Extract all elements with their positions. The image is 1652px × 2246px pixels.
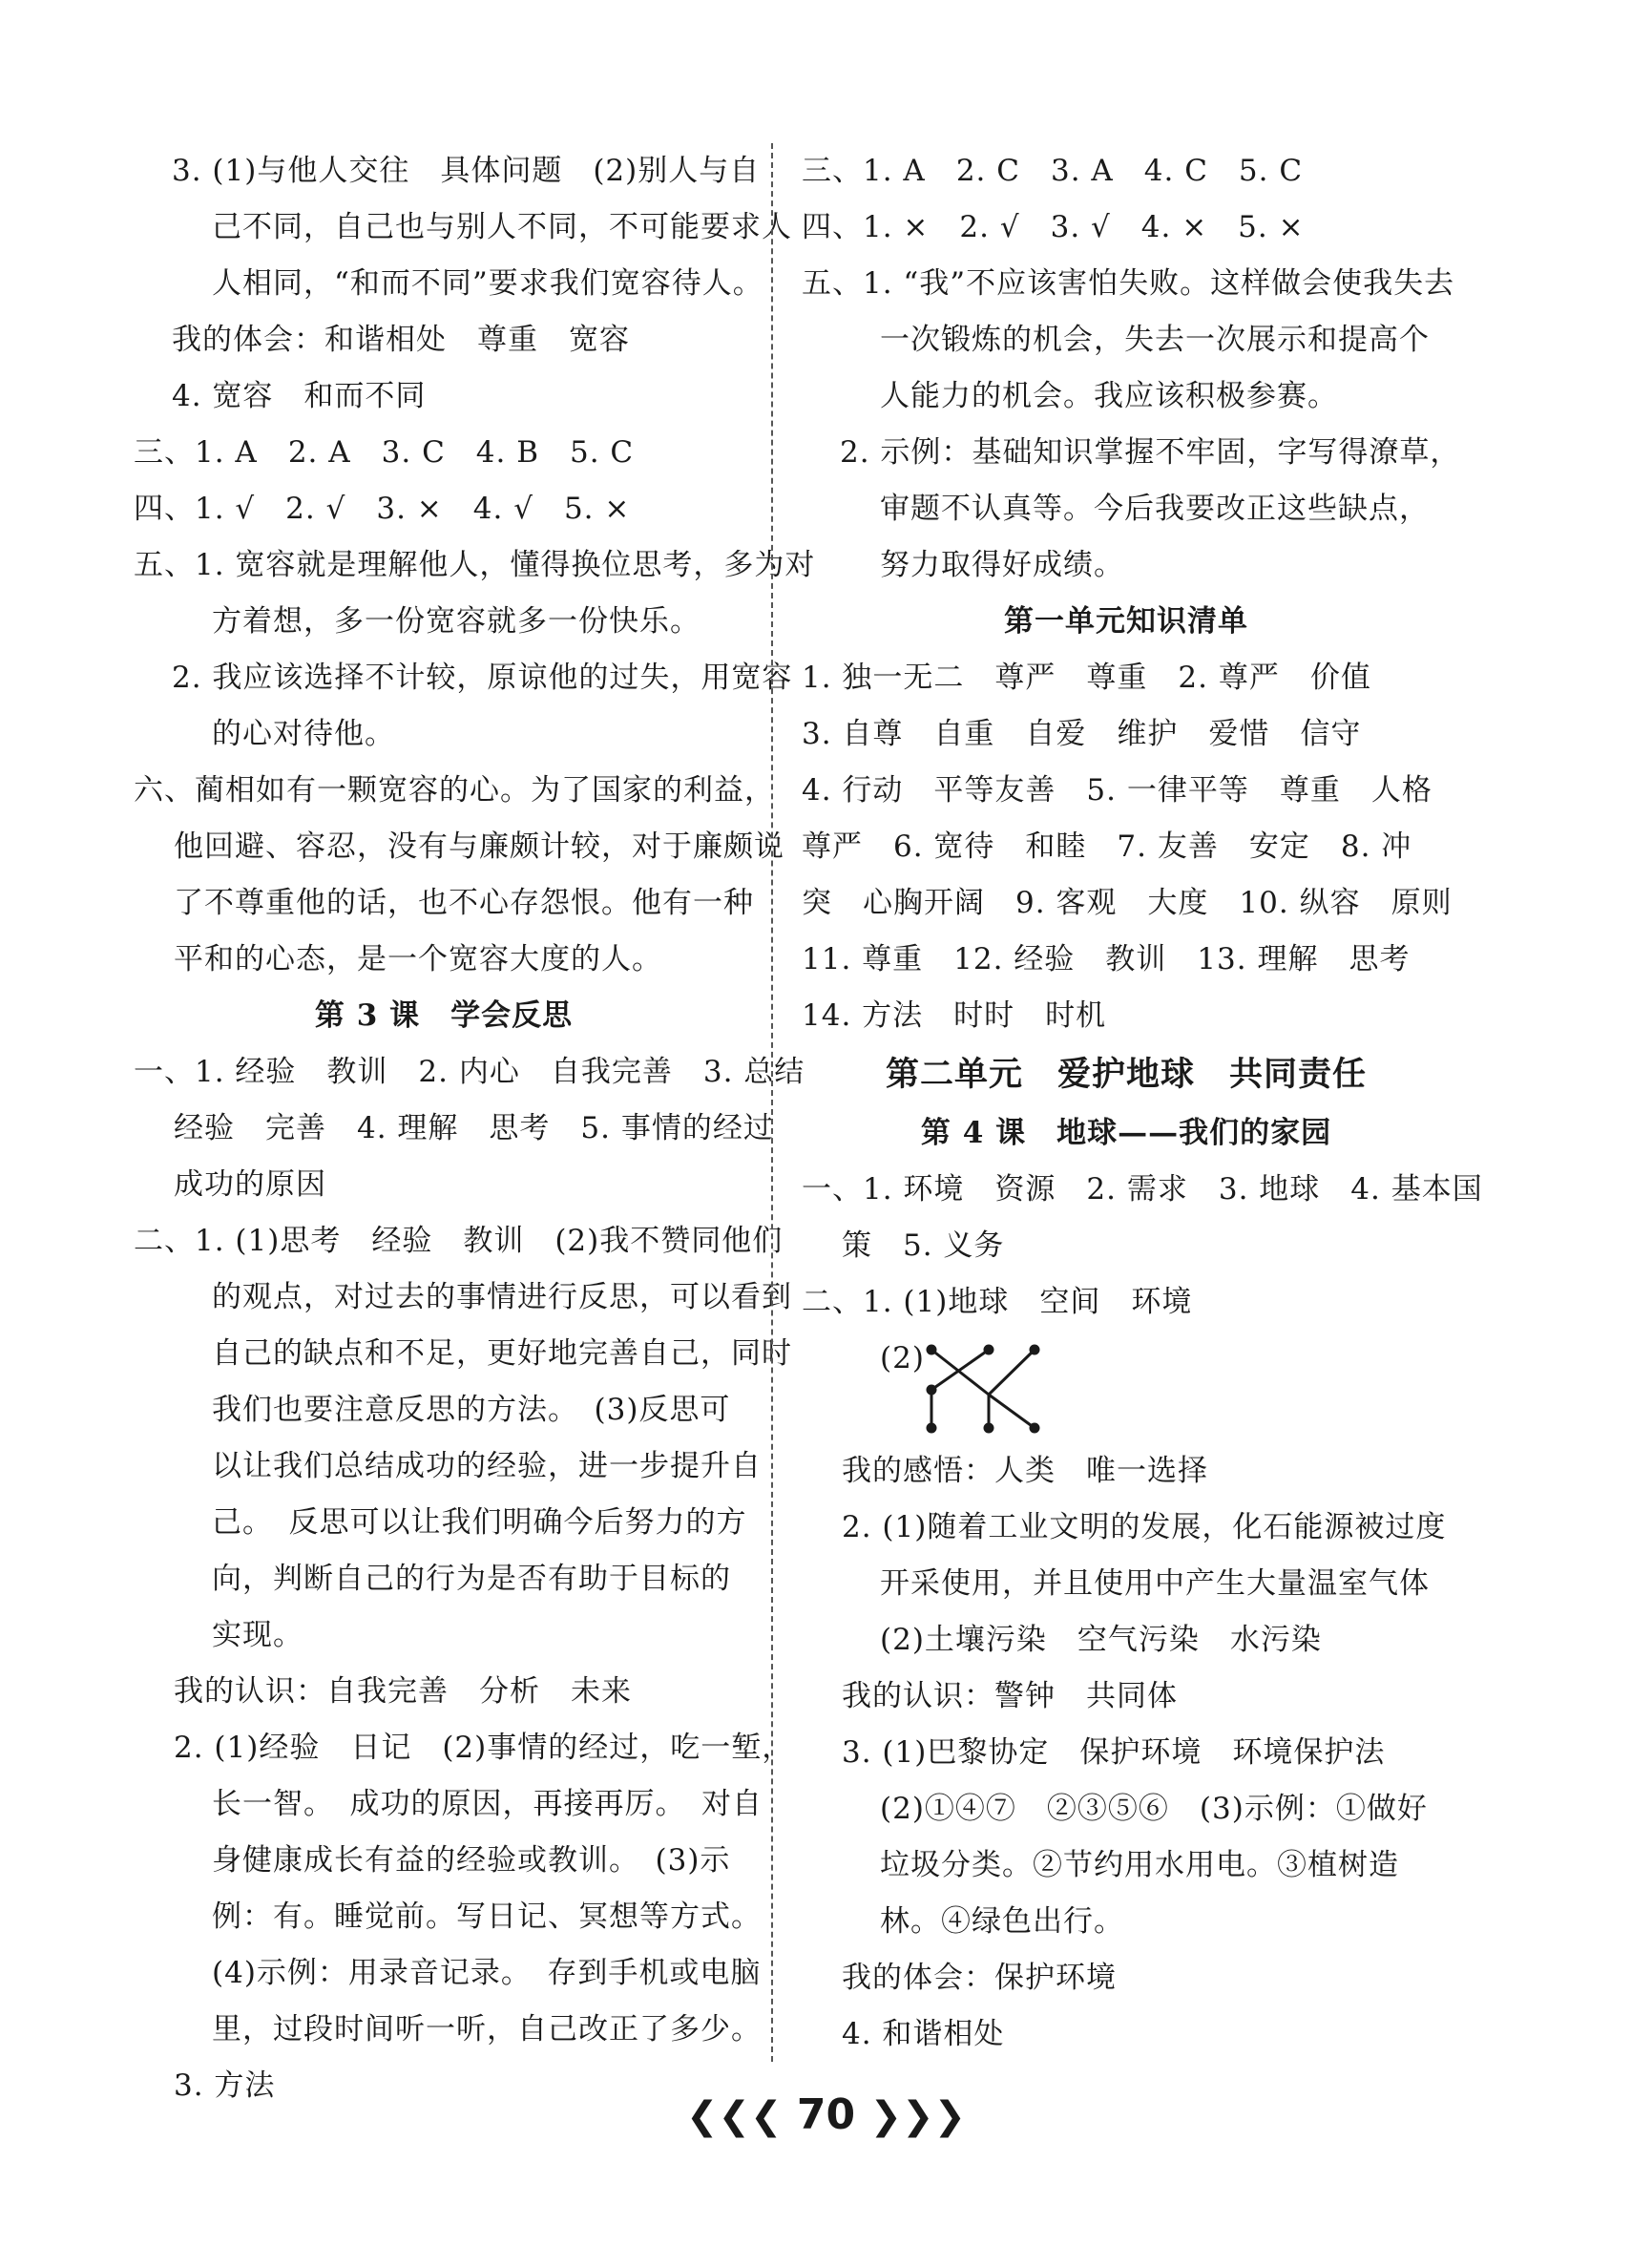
answer-line: 14. 方法 时时 时机 [802,998,1107,1033]
answer-line: 一、1. 环境 资源 2. 需求 3. 地球 4. 基本国 [802,1172,1483,1207]
answer-line: 一、1. 经验 教训 2. 内心 自我完善 3. 总结 [134,1055,805,1089]
answer-line: 3. 自尊 自重 自爱 维护 爱惜 信守 [802,717,1362,751]
answer-line: 了不尊重他的话，也不心存怨恨。他有一种 [174,886,754,920]
chevron-right-icon: ❯❯❯ [869,2094,966,2138]
answer-line: 身健康成长有益的经验或教训。 (3)示 [212,1843,731,1878]
answer-line: 例：有。睡觉前。写日记、冥想等方式。 [212,1900,762,1934]
answer-line: 突 心胸开阔 9. 客观 大度 10. 纵容 原则 [802,886,1453,920]
answer-line: 开采使用，并且使用中产生大量温室气体 [880,1566,1430,1601]
answer-line: 里，过段时间听一听，自己改正了多少。 [212,2012,762,2047]
answer-line: 成功的原因 [174,1167,326,1202]
answer-line: 己。 反思可以让我们明确今后努力的方 [212,1505,747,1540]
answer-line: 三、1. A 2. A 3. C 4. B 5. C [134,435,635,470]
answer-line: 三、1. A 2. C 3. A 4. C 5. C [802,154,1304,188]
answer-line: 11. 尊重 12. 经验 教训 13. 理解 思考 [802,942,1411,976]
answer-line: 实现。 [212,1618,303,1652]
answer-line: 人能力的机会。我应该积极参赛。 [880,379,1338,413]
page-number-value: 70 [796,2090,856,2139]
answer-line: 1. 独一无二 尊严 尊重 2. 尊严 价值 [802,661,1371,695]
answer-line: 我的感悟：人类 唯一选择 [842,1454,1208,1488]
answer-line: 长一智。 成功的原因，再接再厉。 对自 [212,1787,763,1821]
answer-line: 四、1. √ 2. √ 3. × 4. √ 5. × [134,492,631,526]
answer-line: 向，判断自己的行为是否有助于目标的 [212,1562,731,1596]
answer-line: 的观点，对过去的事情进行反思，可以看到 [212,1280,792,1314]
answer-line: 2. 示例：基础知识掌握不牢固，字写得潦草， [840,435,1461,470]
answer-line: 二、1. (1)思考 经验 教训 (2)我不赞同他们 [134,1224,784,1258]
answer-line: 4. 宽容 和而不同 [172,379,427,413]
answer-line: 我的体会：保护环境 [842,1961,1117,1995]
answer-line: 2. (1)经验 日记 (2)事情的经过，吃一堑， [174,1731,793,1765]
page-number [0,2090,1652,2139]
answer-line: 方着想，多一份宽容就多一份快乐。 [212,604,701,639]
section-title: 第一单元知识清单 [1004,604,1248,639]
answer-line: 策 5. 义务 [842,1228,1005,1263]
answer-line: 一次锻炼的机会，失去一次展示和提高个 [880,323,1430,357]
left-column [134,143,816,2114]
answer-line: 他回避、容忍，没有与廉颇计较，对于廉颇说 [174,829,784,864]
chevron-left-icon: ❮❮❮ [686,2094,783,2138]
answer-line: 五、1. “我”不应该害怕失败。这样做会使我失去 [802,266,1455,301]
lesson-title: 第 4 课 地球——我们的家园 [920,1116,1332,1150]
answer-line: 己不同，自己也与别人不同，不可能要求人 [212,210,792,244]
right-column [802,143,1483,2063]
answer-line: 自己的缺点和不足，更好地完善自己，同时 [212,1336,792,1371]
answer-line: 2. 我应该选择不计较，原谅他的过失，用宽容 [172,661,793,695]
matching-lines-diagram [922,1342,1056,1438]
answer-line: (2)土壤污染 空气污染 水污染 [880,1623,1322,1657]
answer-line: 3. (1)与他人交往 具体问题 (2)别人与自 [172,154,761,188]
answer-line: 审题不认真等。今后我要改正这些缺点， [880,492,1430,526]
lesson-title: 第 3 课 学会反思 [314,998,574,1033]
matching-figure [802,1331,1451,1443]
unit-title: 第二单元 爱护地球 共同责任 [885,1055,1367,1094]
column-divider [771,143,773,2062]
answer-line: (2)①④⑦ ②③⑤⑥ (3)示例：①做好 [880,1792,1428,1826]
answer-line: 我们也要注意反思的方法。 (3)反思可 [212,1393,731,1427]
answer-line: 经验 完善 4. 理解 思考 5. 事情的经过 [174,1111,774,1145]
answer-line: 我的认识：警钟 共同体 [842,1679,1178,1713]
answer-line: 我的认识：自我完善 分析 未来 [174,1674,632,1709]
answer-line: 我的体会：和谐相处 尊重 宽容 [172,323,630,357]
answer-line: 的心对待他。 [212,717,395,751]
answer-line: 4. 和谐相处 [842,2017,1005,2051]
answer-line: 4. 行动 平等友善 5. 一律平等 尊重 人格 [802,773,1432,808]
answer-line: 努力取得好成绩。 [880,548,1124,582]
answer-line: 人相同，“和而不同”要求我们宽容待人。 [212,266,763,301]
answer-line: 林。④绿色出行。 [880,1904,1124,1939]
answer-line: 垃圾分类。②节约用水用电。③植树造 [880,1848,1399,1882]
answer-line: 2. (1)随着工业文明的发展，化石能源被过度 [842,1510,1447,1544]
answer-line: 尊严 6. 宽待 和睦 7. 友善 安定 8. 冲 [802,829,1412,864]
answer-line: 以让我们总结成功的经验，进一步提升自 [212,1449,762,1483]
answer-line: 3. 方法 [174,2068,276,2103]
answer-line: 3. (1)巴黎协定 保护环境 环境保护法 [842,1735,1386,1770]
answer-line: 二、1. (1)地球 空间 环境 [802,1285,1193,1319]
answer-line: 四、1. × 2. √ 3. √ 4. × 5. × [802,210,1305,244]
answer-line: 五、1. 宽容就是理解他人，懂得换位思考，多为对 [134,548,816,582]
answer-line: 六、蔺相如有一颗宽容的心。为了国家的利益， [134,773,775,808]
answer-line: (4)示例：用录音记录。 存到手机或电脑 [212,1956,762,1990]
answer-line: 平和的心态，是一个宽容大度的人。 [174,942,662,976]
figure-label: (2) [880,1341,925,1375]
